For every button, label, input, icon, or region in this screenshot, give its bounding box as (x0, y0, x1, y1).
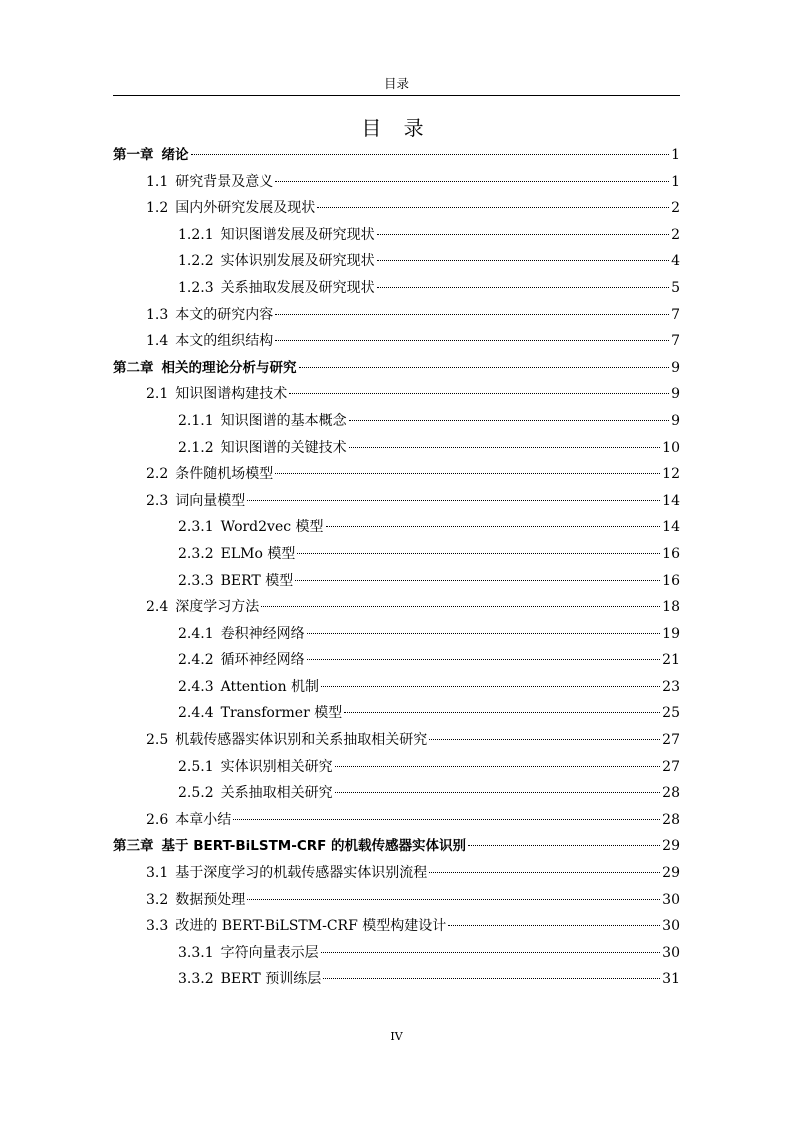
toc-entry-number: 1.2.2 (178, 253, 214, 270)
toc-subsection-entry[interactable] (113, 754, 680, 781)
toc-entry-text: 基于深度学习的机载传感器实体识别流程 (175, 865, 428, 882)
toc-page-number: 27 (662, 732, 680, 749)
toc-subsection-entry[interactable] (113, 780, 680, 807)
toc-entry-label (113, 142, 189, 169)
toc-entry-number: 2.3.3 (178, 572, 214, 589)
toc-entry-text: 卷积神经网络 (220, 625, 305, 642)
toc-subsection-entry[interactable] (113, 222, 680, 249)
toc-subsection-entry[interactable] (113, 541, 680, 568)
toc-section-entry[interactable] (113, 594, 680, 621)
dot-leader (295, 570, 660, 581)
toc-entry-text: 知识图谱构建技术 (175, 386, 288, 403)
toc-entry-number: 2.4.4 (178, 705, 214, 722)
toc-page-number: 1 (671, 147, 680, 163)
toc-page-number: 10 (662, 439, 680, 456)
toc-entry-number: 3.3 (146, 918, 169, 935)
toc-section-entry[interactable] (113, 381, 680, 408)
dot-leader (321, 676, 660, 687)
toc-chapter-entry[interactable] (113, 355, 680, 382)
toc-entry-number: 2.3.1 (178, 519, 214, 536)
toc-entry-text: Transformer 模型 (220, 705, 343, 722)
toc-section-entry[interactable] (113, 302, 680, 329)
dot-leader (307, 649, 661, 660)
toc-page-number: 9 (671, 386, 680, 403)
toc-page-number: 23 (662, 678, 680, 695)
toc-chapter-entry[interactable] (113, 142, 680, 169)
toc-entry-text: 基于 BERT-BiLSTM-CRF 的机载传感器实体识别 (161, 838, 467, 855)
toc-page-number: 30 (662, 944, 680, 961)
toc-page-number: 18 (662, 599, 680, 616)
toc-entry-number: 3.2 (146, 891, 169, 908)
toc-entry-label (146, 195, 315, 222)
toc-page-number: 9 (671, 412, 680, 429)
toc-entry-text: 词向量模型 (175, 492, 246, 509)
toc-page-number: 28 (662, 811, 680, 828)
toc-entry-number: 第一章 (113, 147, 154, 163)
dot-leader (429, 729, 660, 740)
header-rule (113, 95, 680, 96)
toc-entry-number: 2.6 (146, 811, 169, 828)
toc-entry-text: 条件随机场模型 (175, 466, 274, 483)
toc-page-number: 7 (671, 333, 680, 350)
toc-entry-label (146, 381, 287, 408)
toc-entry-label (113, 355, 297, 382)
running-header: 目录 (383, 76, 409, 91)
toc-page-number: 21 (662, 652, 680, 669)
toc-entry-label (178, 966, 321, 993)
dot-leader (335, 782, 661, 793)
toc-chapter-entry[interactable] (113, 833, 680, 860)
page-number: IV (390, 1030, 403, 1043)
toc-entry-number: 2.3 (146, 492, 169, 509)
toc-subsection-entry[interactable] (113, 966, 680, 993)
toc-section-entry[interactable] (113, 860, 680, 887)
toc-page-number: 28 (662, 785, 680, 802)
toc-page-number: 2 (671, 226, 680, 243)
dot-leader (275, 330, 669, 341)
dot-leader (468, 835, 660, 846)
toc-entry-label (146, 328, 273, 355)
toc-entry-text: 知识图谱的基本概念 (220, 412, 347, 429)
toc-entry-label (146, 807, 231, 834)
toc-entry-label (178, 647, 305, 674)
dot-leader (297, 543, 660, 554)
toc-entry-number: 3.3.2 (178, 971, 214, 988)
toc-page-number: 1 (671, 173, 680, 190)
toc-entry-text: ELMo 模型 (220, 545, 296, 562)
toc-entry-text: 关系抽取发展及研究现状 (220, 279, 375, 296)
toc-entry-number: 2.3.2 (178, 545, 214, 562)
toc-entry-label (178, 568, 293, 595)
toc-page-number: 16 (662, 572, 680, 589)
toc-entry-label (146, 860, 427, 887)
toc-entry-label (146, 302, 273, 329)
toc-section-entry[interactable] (113, 461, 680, 488)
toc-entry-number: 1.4 (146, 333, 169, 350)
toc-subsection-entry[interactable] (113, 275, 680, 302)
toc-section-entry[interactable] (113, 807, 680, 834)
dot-leader (349, 410, 669, 421)
toc-entry-label (178, 674, 319, 701)
toc-page-number: 30 (662, 918, 680, 935)
toc-entry-text: 机载传感器实体识别和关系抽取相关研究 (175, 732, 428, 749)
toc-title: 目 录 (361, 116, 432, 140)
toc-page-number: 12 (662, 466, 680, 483)
dot-leader (344, 702, 660, 713)
toc-entry-text: 绪论 (161, 147, 189, 163)
toc-entry-label (178, 248, 375, 275)
toc-page-number: 5 (671, 279, 680, 296)
toc-entry-number: 第三章 (113, 838, 154, 855)
toc-entry-text: 深度学习方法 (175, 599, 260, 616)
toc-entry-text: 循环神经网络 (220, 652, 305, 669)
toc-entry-number: 2.5.1 (178, 758, 214, 775)
toc-section-entry[interactable] (113, 169, 680, 196)
toc-page-number: 25 (662, 705, 680, 722)
toc-entry-label (178, 621, 305, 648)
dot-leader (275, 171, 669, 182)
toc-entry-text: 实体识别发展及研究现状 (220, 253, 375, 270)
toc-page-number: 14 (662, 519, 680, 536)
toc-entry-text: BERT 预训练层 (220, 971, 322, 988)
dot-leader (307, 623, 661, 634)
toc-section-entry[interactable] (113, 913, 680, 940)
dot-leader (377, 277, 669, 288)
toc-subsection-entry[interactable] (113, 248, 680, 275)
toc-entry-number: 1.2.3 (178, 279, 214, 296)
toc-entry-number: 2.4.1 (178, 625, 214, 642)
toc-entry-label (178, 754, 333, 781)
toc-entry-label (146, 913, 446, 940)
toc-entry-text: 关系抽取相关研究 (220, 785, 333, 802)
toc-entry-text: 研究背景及意义 (175, 173, 274, 190)
dot-leader (261, 596, 660, 607)
dot-leader (323, 968, 660, 979)
toc-entry-text: BERT 模型 (220, 572, 294, 589)
toc-entry-label (178, 514, 324, 541)
toc-entry-text: 字符向量表示层 (220, 944, 319, 961)
dot-leader (326, 516, 661, 527)
dot-leader (448, 915, 660, 926)
toc-section-entry[interactable] (113, 328, 680, 355)
dot-leader (191, 144, 670, 155)
toc-entry-label (178, 541, 295, 568)
dot-leader (247, 889, 660, 900)
toc-subsection-entry[interactable] (113, 700, 680, 727)
dot-leader (299, 357, 670, 368)
toc-entry-text: 本文的研究内容 (175, 306, 274, 323)
dot-leader (275, 304, 669, 315)
toc-entry-number: 1.2.1 (178, 226, 214, 243)
toc-entry-label (178, 408, 347, 435)
toc-entry-text: 改进的 BERT-BiLSTM-CRF 模型构建设计 (175, 918, 447, 935)
toc-entry-number: 2.5 (146, 732, 169, 749)
toc-entry-text: 相关的理论分析与研究 (161, 359, 297, 376)
toc-subsection-entry[interactable] (113, 408, 680, 435)
toc-page-number: 27 (662, 758, 680, 775)
toc-subsection-entry[interactable] (113, 647, 680, 674)
dot-leader (317, 197, 669, 208)
table-of-contents (113, 142, 680, 993)
toc-entry-label (178, 275, 375, 302)
toc-page-number: 4 (671, 253, 680, 270)
toc-page-number: 19 (662, 625, 680, 642)
toc-subsection-entry[interactable] (113, 940, 680, 967)
dot-leader (289, 383, 669, 394)
toc-entry-label (146, 594, 259, 621)
dot-leader (233, 809, 660, 820)
toc-entry-number: 2.4.2 (178, 652, 214, 669)
toc-entry-number: 2.1.1 (178, 412, 214, 429)
toc-entry-label (146, 461, 273, 488)
toc-subsection-entry[interactable] (113, 435, 680, 462)
toc-entry-label (113, 833, 466, 860)
toc-page-number: 31 (662, 971, 680, 988)
toc-entry-number: 3.1 (146, 865, 169, 882)
toc-subsection-entry[interactable] (113, 674, 680, 701)
toc-entry-text: 本章小结 (175, 811, 232, 828)
toc-entry-label (178, 780, 333, 807)
toc-entry-label (146, 727, 427, 754)
toc-page-number: 29 (662, 838, 680, 855)
dot-leader (247, 490, 660, 501)
toc-page-number: 29 (662, 865, 680, 882)
toc-entry-number: 2.4 (146, 599, 169, 616)
toc-entry-label (178, 700, 342, 727)
toc-section-entry[interactable] (113, 727, 680, 754)
toc-entry-text: 知识图谱发展及研究现状 (220, 226, 375, 243)
toc-entry-number: 1.1 (146, 173, 169, 190)
toc-entry-text: Attention 机制 (220, 678, 320, 695)
toc-entry-number: 2.4.3 (178, 678, 214, 695)
toc-entry-label (178, 435, 347, 462)
toc-page-number: 14 (662, 492, 680, 509)
toc-entry-label (146, 169, 273, 196)
toc-entry-text: 本文的组织结构 (175, 333, 274, 350)
toc-subsection-entry[interactable] (113, 514, 680, 541)
toc-entry-text: 实体识别相关研究 (220, 758, 333, 775)
toc-section-entry[interactable] (113, 887, 680, 914)
dot-leader (429, 862, 660, 873)
toc-page-number: 9 (671, 359, 680, 376)
toc-page-number: 7 (671, 306, 680, 323)
toc-entry-text: 数据预处理 (175, 891, 246, 908)
toc-section-entry[interactable] (113, 488, 680, 515)
toc-entry-number: 2.1.2 (178, 439, 214, 456)
dot-leader (377, 250, 669, 261)
toc-entry-label (146, 488, 245, 515)
toc-section-entry[interactable] (113, 195, 680, 222)
dot-leader (349, 437, 661, 448)
toc-entry-number: 2.2 (146, 466, 169, 483)
toc-subsection-entry[interactable] (113, 621, 680, 648)
dot-leader (275, 463, 660, 474)
toc-entry-text: 知识图谱的关键技术 (220, 439, 347, 456)
dot-leader (335, 756, 661, 767)
toc-entry-number: 3.3.1 (178, 944, 214, 961)
toc-entry-number: 2.1 (146, 386, 169, 403)
toc-page-number: 16 (662, 545, 680, 562)
toc-entry-text: Word2vec 模型 (220, 519, 324, 536)
toc-entry-number: 1.2 (146, 200, 169, 217)
toc-page-number: 30 (662, 891, 680, 908)
toc-entry-number: 2.5.2 (178, 785, 214, 802)
toc-entry-number: 第二章 (113, 359, 154, 376)
toc-entry-number: 1.3 (146, 306, 169, 323)
toc-entry-text: 国内外研究发展及现状 (175, 200, 316, 217)
dot-leader (377, 224, 669, 235)
toc-entry-label (178, 940, 319, 967)
toc-entry-label (178, 222, 375, 249)
toc-subsection-entry[interactable] (113, 568, 680, 595)
toc-page-number: 2 (671, 200, 680, 217)
dot-leader (321, 942, 661, 953)
toc-entry-label (146, 887, 245, 914)
